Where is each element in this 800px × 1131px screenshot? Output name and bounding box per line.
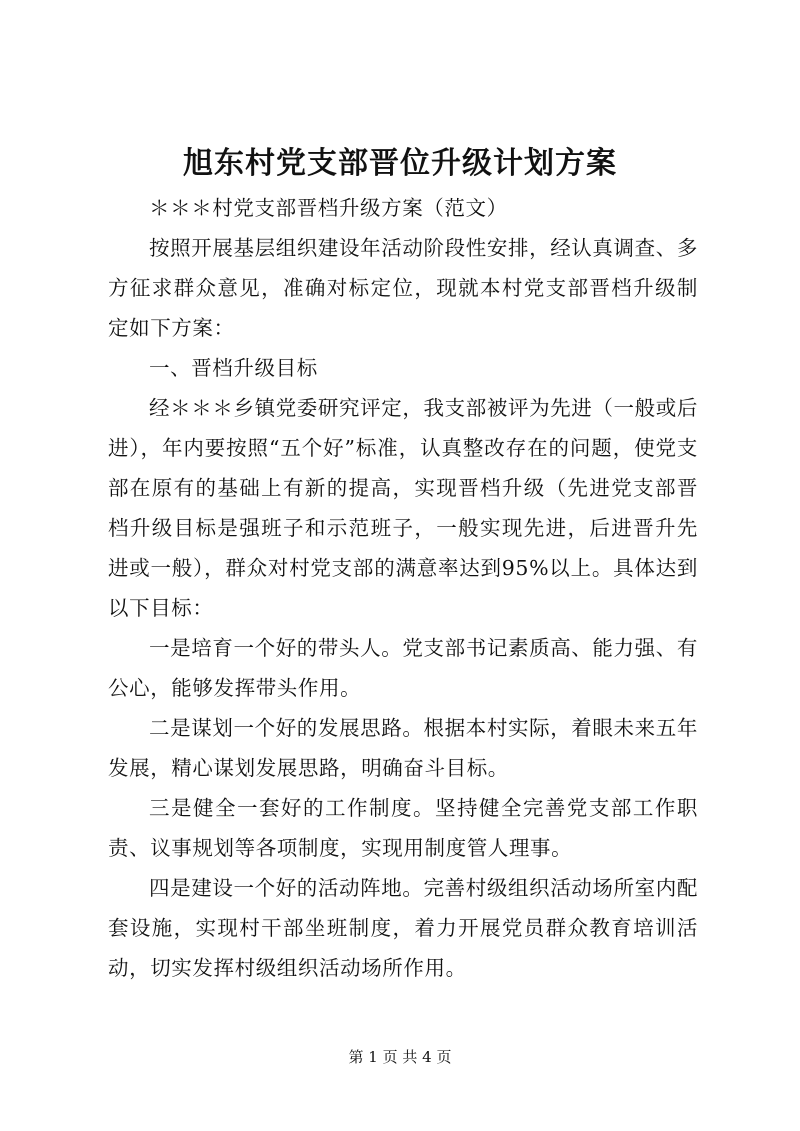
- document-title: 旭东村党支部晋位升级计划方案: [183, 146, 617, 181]
- body-paragraph: 三是健全一套好的工作制度。坚持健全完善党支部工作职责、议事规划等各项制度，实现用制度管人理事。: [108, 796, 698, 860]
- document-body: [108, 188, 698, 988]
- body-paragraph: 经＊＊＊乡镇党委研究评定，我支部被评为先进（一般或后进），年内要按照“五个好”标准，认真整改存在的问题，使党支部在原有的基础上有新的提高，实现晋档升级（先进党支部晋档升级目标是强班子和示范班子，一般实现先进，后进晋升先进或一般），群众对村党支部的满意率达到95%以上。具体达到以下目标：: [108, 396, 698, 620]
- section-heading: 一、晋档升级目标: [149, 356, 318, 380]
- body-paragraph: 按照开展基层组织建设年活动阶段性安排，经认真调查、多方征求群众意见，准确对标定位，现就本村党支部晋档升级制定如下方案：: [108, 236, 698, 340]
- body-paragraph: 二是谋划一个好的发展思路。根据本村实际，着眼未来五年发展，精心谋划发展思路，明确奋斗目标。: [108, 716, 698, 780]
- body-paragraph: 四是建设一个好的活动阵地。完善村级组织活动场所室内配套设施，实现村干部坐班制度，着力开展党员群众教育培训活动，切实发挥村级组织活动场所作用。: [108, 876, 698, 980]
- page-footer: 第 1 页 共 4 页: [348, 1048, 452, 1066]
- subtitle-paragraph: ＊＊＊村党支部晋档升级方案（范文）: [149, 196, 508, 220]
- body-paragraph: 一是培育一个好的带头人。党支部书记素质高、能力强、有公心，能够发挥带头作用。: [108, 636, 698, 700]
